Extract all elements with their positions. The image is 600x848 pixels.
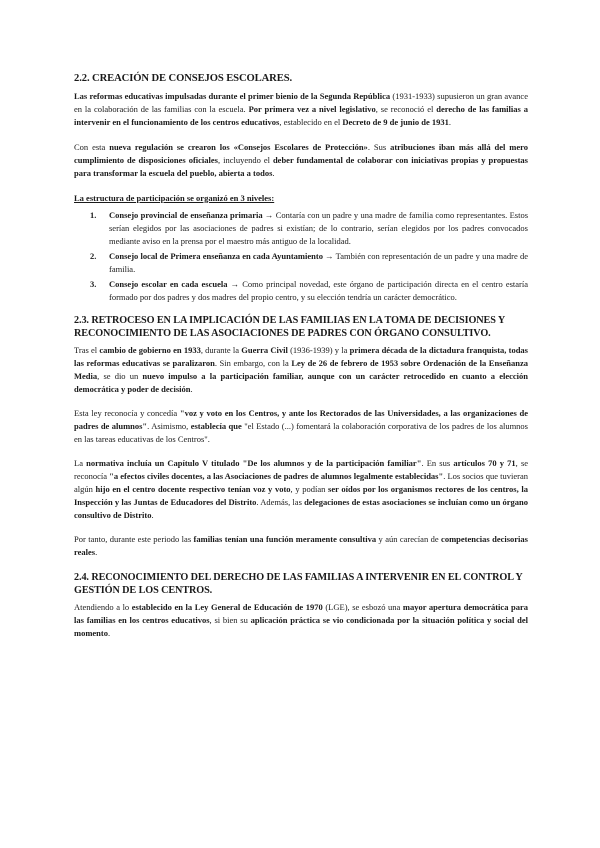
paragraph: Con esta nueva regulación se crearon los «Consejos Escolares de Protección». Sus atribuciones iban más allá del mero cumplimiento de disposiciones oficiales, incluyendo el deber fundamental de colaborar con iniciativas propias y propuestas para transformar la escuela del pueblo, abierta a todos. [74, 141, 529, 178]
section-heading-2-2: 2.2. CREACIÓN DE CONSEJOS ESCOLARES. [74, 73, 293, 84]
list-item: 2. Consejo local de Primera enseñanza en cada Ayuntamiento → También con representación de un padre y una madre de familia. [90, 250, 528, 274]
paragraph: La normativa incluía un Capítulo V titulado "De los alumnos y de la participación familiar". En sus artículos 70 y 71, se reconocía "a efectos civiles docentes, a las Asociaciones de padres de alumnos legalmente establecidas". Los socios que tuvieran algún hijo en el centro docente respectivo tenían voz y voto, y podían ser oídos por los organismos rectores de los centros, la Inspección y las Juntas de Educadores del Distrito. Además, las delegaciones de estas asociaciones se incluían como un órgano consultivo de Distrito. [74, 457, 529, 520]
paragraph: Tras el cambio de gobierno en 1933, durante la Guerra Civil (1936-1939) y la primera década de la dictadura franquista, todas las reformas educativas se paralizaron. Sin embargo, con la Ley de 26 de febrero de 1953 sobre Ordenación de la Enseñanza Media, se dio un nuevo impulso a la participación familiar, aunque con un carácter retrocedido en cuanto a elección democrática y poder de decisión. [74, 344, 528, 394]
paragraph: Las reformas educativas impulsadas durante el primer bienio de la Segunda República (1931-1933) supusieron un gran avance en la colaboración de las familias con la escuela. Por primera vez a nivel legislativo, se reconoció el derecho de las familias a intervenir en el funcionamiento de los centros educativos, establecido en el Decreto de 9 de junio de 1931. [74, 90, 528, 127]
paragraph: Esta ley reconocía y concedía "voz y voto en los Centros, y ante los Rectorados de las Universidades, a las organizaciones de padres de alumnos". Asimismo, establecía que "el Estado (...) fomentará la colaboración corporativa de los padres de los alumnos en las tareas educativas de los Centros". [74, 407, 528, 444]
list-item: 3. Consejo escolar en cada escuela → Como principal novedad, este órgano de participación directa en el centro estaría formado por dos padres y dos madres del propio centro, y su elección tendría un carácter democrático. [90, 278, 529, 302]
paragraph: Por tanto, durante este periodo las familias tenían una función meramente consultiva y aún carecían de competencias decisorias reales. [74, 533, 528, 557]
list-item: 1. Consejo provincial de enseñanza primaria → Contaría con un padre y una madre de familia como representantes. Estos serían elegidos por las asociaciones de padres si existían; de lo contrario, serían elegidos por los padres convocados mediante aviso en la prensa por el maestro más antiguo de la localidad. [90, 209, 528, 246]
section-heading-2-3: 2.3. RETROCESO EN LA IMPLICACIÓN DE LAS FAMILIAS EN LA TOMA DE DECISIONES Y RECONOCIMIENTO DE LAS ASOCIACIONES DE PADRES CON ÓRGANO CONSULTIVO. [74, 314, 505, 339]
levels-list [74, 209, 528, 304]
paragraph: Atendiendo a lo establecido en la Ley General de Educación de 1970 (LGE), se esbozó una mayor apertura democrática para las familias en los centros educativos, si bien su aplicación práctica se vio condicionada por la situación política y social del momento. [74, 601, 529, 638]
structure-title: La estructura de participación se organizó en 3 niveles: [74, 192, 275, 203]
document-content [74, 72, 528, 652]
section-heading-2-4: 2.4. RECONOCIMIENTO DEL DERECHO DE LAS FAMILIAS A INTERVENIR EN EL CONTROL Y GESTIÓN DE LOS CENTROS. [74, 571, 523, 596]
